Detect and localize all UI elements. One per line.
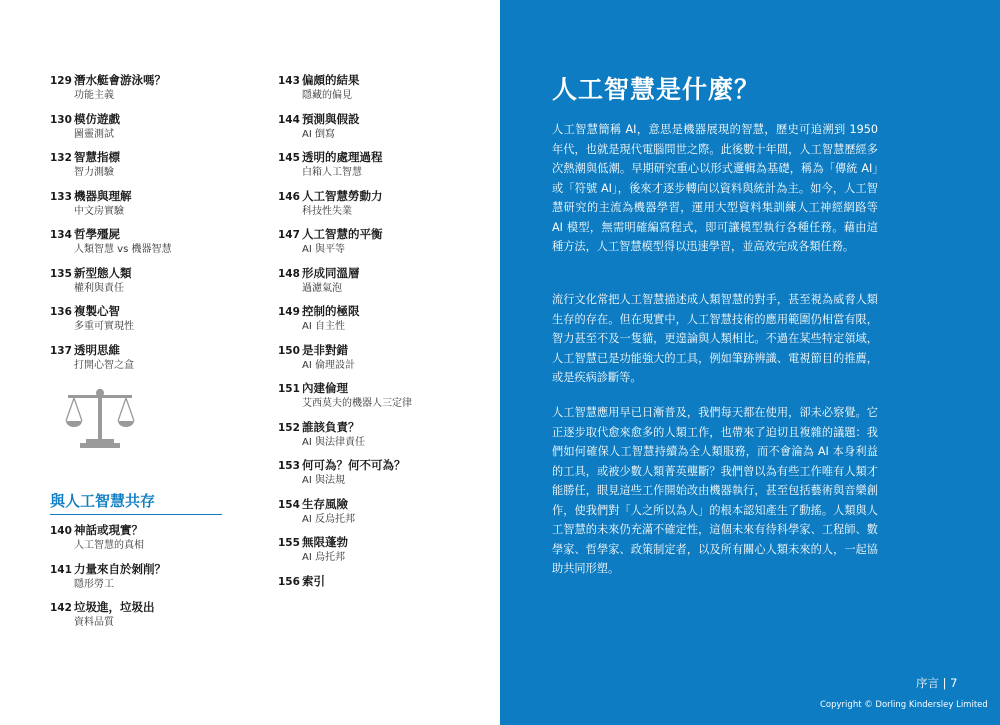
toc-entry-row [278, 496, 478, 513]
toc-entry-subtitle: 多重可實現性 [74, 321, 134, 332]
toc-entry-title: 新型態人類 [74, 265, 132, 280]
toc-entry-row [50, 599, 250, 616]
toc-entry-subtitle: 人工智慧的真相 [74, 540, 144, 551]
toc-entry-subtitle: 智力測驗 [74, 167, 114, 178]
toc-page-number: 143 [278, 75, 300, 87]
toc-entry-title: 力量來自於剝削？ [74, 561, 166, 576]
toc-entry-subtitle: AI 烏托邦 [302, 552, 345, 563]
toc-entry-title: 智慧指標 [74, 150, 120, 164]
toc-entry [50, 111, 230, 141]
toc-page-number: 140 [50, 525, 72, 537]
toc-entry-row [50, 226, 230, 243]
toc-entry-title: 形成同溫層 [302, 265, 360, 280]
toc-entry [50, 226, 230, 256]
toc-entry-subtitle: AI 反烏托邦 [302, 513, 355, 525]
toc-entry-title: 內建倫理 [302, 381, 348, 395]
toc-entry-row [278, 380, 478, 397]
toc-entry-subtitle: 隱藏的偏見 [302, 90, 352, 101]
page-title: 人工智慧是什麼？ [552, 75, 761, 104]
toc-page-number: 148 [278, 267, 300, 280]
toc-column-2 [278, 72, 478, 598]
toc-page-number: 151 [278, 383, 300, 395]
toc-entry-row [278, 419, 478, 436]
toc-page-number: 147 [278, 229, 300, 241]
toc-entry-row [278, 573, 478, 590]
toc-page-number: 155 [278, 537, 300, 549]
toc-entry [50, 265, 230, 295]
toc-page-number: 135 [50, 267, 72, 280]
toc-entry-row [50, 522, 250, 539]
toc-entry-subtitle: 功能主義 [74, 90, 114, 101]
toc-entry [278, 457, 478, 487]
toc-entry [278, 496, 478, 526]
toc-section-list [50, 522, 250, 638]
toc-entry-title: 人工智慧的平衡 [302, 227, 383, 241]
toc-entry-title: 機器與理解 [74, 188, 132, 203]
toc-page-number: 134 [50, 229, 72, 241]
toc-entry-row [50, 188, 230, 205]
page-number-label: 序言 | 7 [916, 676, 958, 690]
toc-entry-title: 潛水艇會游泳嗎？ [74, 73, 166, 87]
toc-entry-title: 偏頗的結果 [302, 73, 360, 87]
paragraph-2: 流行文化常把人工智慧描述成人類智慧的對手，甚至視為威脅人類生存的存在。但在現實中，人工智慧技術的應用範圍仍相當有限，智力甚至不及一隻貓，更遑論與人類相比。不過在某些特定領域，人工智慧已是功能強大的工具，例如筆跡辨識、電視節目的推薦，或是疾病診斷等。 [552, 293, 878, 384]
toc-page-number: 142 [50, 602, 72, 614]
toc-entry [278, 265, 478, 295]
toc-entry-row [50, 72, 230, 89]
toc-entry-subtitle: AI 與平等 [302, 244, 345, 255]
toc-page-number: 144 [278, 113, 300, 126]
toc-entry [50, 522, 250, 552]
toc-entry-subtitle: 白箱人工智慧 [302, 167, 362, 178]
toc-entry-title: 無限蓬勃 [302, 535, 348, 549]
toc-entry-subtitle: 人類智慧 vs 機器智慧 [74, 244, 172, 255]
toc-entry-subtitle: 中文房實驗 [74, 205, 124, 217]
toc-entry-subtitle: 過濾氣泡 [302, 282, 342, 294]
toc-page-number: 152 [278, 421, 300, 434]
toc-page-number: 137 [50, 344, 72, 357]
toc-entry-subtitle: AI 與法律責任 [302, 436, 365, 448]
toc-entry [50, 188, 230, 218]
toc-entry-title: 哲學殭屍 [74, 227, 120, 241]
toc-entry [278, 188, 478, 218]
toc-page-number: 132 [50, 152, 72, 164]
toc-entry-subtitle: 打開心智之盒 [74, 359, 134, 371]
toc-page-number: 145 [278, 152, 300, 164]
toc-entry-row [50, 561, 250, 578]
toc-entry [278, 226, 478, 256]
toc-entry-title: 預測與假設 [302, 111, 360, 126]
balance-scale-icon [60, 385, 140, 455]
toc-entry-title: 是非對錯 [302, 342, 348, 357]
toc-entry-subtitle: AI 倫理設計 [302, 359, 355, 371]
toc-entry [278, 72, 478, 102]
toc-entry-row [278, 111, 478, 128]
toc-entry-subtitle: AI 與法規 [302, 475, 345, 486]
toc-page-number: 141 [50, 563, 72, 576]
toc-entry-subtitle: 權利與責任 [74, 282, 124, 294]
toc-entry-subtitle: AI 倒寫 [302, 128, 335, 140]
toc-entry-row [278, 457, 478, 474]
toc-entry-title: 生存風險 [302, 496, 348, 511]
toc-entry-row [278, 72, 478, 89]
toc-entry-row [50, 149, 230, 166]
toc-entry-title: 索引 [302, 573, 325, 588]
toc-page-number: 136 [50, 306, 72, 318]
right-page [500, 0, 1000, 725]
toc-entry [50, 72, 230, 102]
toc-page-number: 133 [50, 190, 72, 203]
toc-entry-row [278, 265, 478, 282]
toc-entry-subtitle: AI 自主性 [302, 321, 345, 332]
toc-entry-title: 垃圾進，垃圾出 [74, 600, 155, 614]
toc-entry [50, 599, 250, 629]
toc-entry [50, 149, 230, 179]
toc-entry-title: 神話或現實？ [74, 523, 143, 537]
toc-entry-row [50, 303, 230, 320]
toc-page-number: 153 [278, 460, 300, 472]
toc-entry-row [278, 303, 478, 320]
toc-entry-title: 複製心智 [74, 304, 120, 318]
toc-entry [278, 380, 478, 410]
toc-entry-row [50, 111, 230, 128]
toc-entry-row [278, 534, 478, 551]
toc-entry-title: 透明思維 [74, 342, 120, 357]
toc-entry [50, 303, 230, 333]
toc-entry [278, 111, 478, 141]
toc-entry-subtitle: 科技性失業 [302, 205, 352, 217]
toc-entry [278, 342, 478, 372]
toc-entry-title: 透明的處理過程 [302, 150, 383, 164]
paragraph-1: 人工智慧簡稱 AI，意思是機器展現的智慧，歷史可追溯到 1950 年代，也就是現代電腦問世之際。此後數十年間，人工智慧歷經多次熱潮與低潮。早期研究重心以形式邏輯為基礎，稱為「傳統 AI」或「符號 AI」，後來才逐步轉向以資料與統計為主。如今，人工智慧研究的主流為機器學習，運用大型資料集訓練人工神經網路等 AI 模型，無需明確編寫程式，即可讓模型執行各種任務。藉由這種方法，人工智慧模型得以迅速學習，並高效完成各類任務。 [552, 123, 878, 253]
toc-entry-subtitle: 圖靈測試 [74, 128, 114, 140]
toc-entry [50, 342, 230, 372]
toc-page-number: 149 [278, 306, 300, 318]
toc-entry [278, 149, 478, 179]
toc-entry-row [278, 149, 478, 166]
toc-entry-title: 模仿遊戲 [74, 111, 120, 126]
toc-page-number: 146 [278, 190, 300, 203]
toc-entry-subtitle: 隱形勞工 [74, 578, 114, 590]
toc-entry [278, 534, 478, 564]
toc-entry-title: 何可為？何不可為？ [302, 458, 406, 472]
toc-page-number: 130 [50, 113, 72, 126]
toc-entry-title: 誰該負責？ [302, 419, 360, 434]
toc-entry-subtitle: 艾西莫夫的機器人三定律 [302, 398, 412, 409]
toc-column-1 [50, 72, 230, 380]
toc-entry [278, 419, 478, 449]
toc-entry [50, 561, 250, 591]
toc-entry-row [50, 342, 230, 359]
toc-entry-row [278, 342, 478, 359]
toc-page-number: 150 [278, 344, 300, 357]
toc-page-number: 129 [50, 75, 72, 87]
toc-page-number: 156 [278, 575, 300, 588]
toc-entry-row [278, 188, 478, 205]
toc-entry-title: 控制的極限 [302, 304, 360, 318]
toc-entry-subtitle: 資料品質 [74, 617, 114, 628]
toc-entry-row [50, 265, 230, 282]
toc-entry [278, 303, 478, 333]
toc-page-number: 154 [278, 498, 300, 511]
section-heading: 與人工智慧共存 [50, 490, 222, 515]
copyright-text: Copyright © Dorling Kindersley Limited [820, 700, 988, 710]
toc-entry-row [278, 226, 478, 243]
paragraph-3: 人工智慧應用早已日漸普及，我們每天都在使用，卻未必察覺。它正逐步取代愈來愈多的人類工作，也帶來了迫切且複雜的議題：我們如何確保人工智慧持續為全人類服務，而不會淪為 AI 本身利益的工具，或被少數人類菁英壟斷？我們曾以為有些工作唯有人類才能勝任，眼見這些工作開始改由機器執行，甚至包括藝術與音樂創作，使我們對「人之所以為人」的根本認知產生了動搖。人類與人工智慧的未來仍充滿不確定性，這個未來有待科學家、工程師、數學家、哲學家、政策制定者，以及所有關心人類未來的人，一起協助共同形塑。 [552, 406, 878, 575]
toc-entry-title: 人工智慧勞動力 [302, 188, 383, 203]
toc-entry [278, 573, 478, 590]
